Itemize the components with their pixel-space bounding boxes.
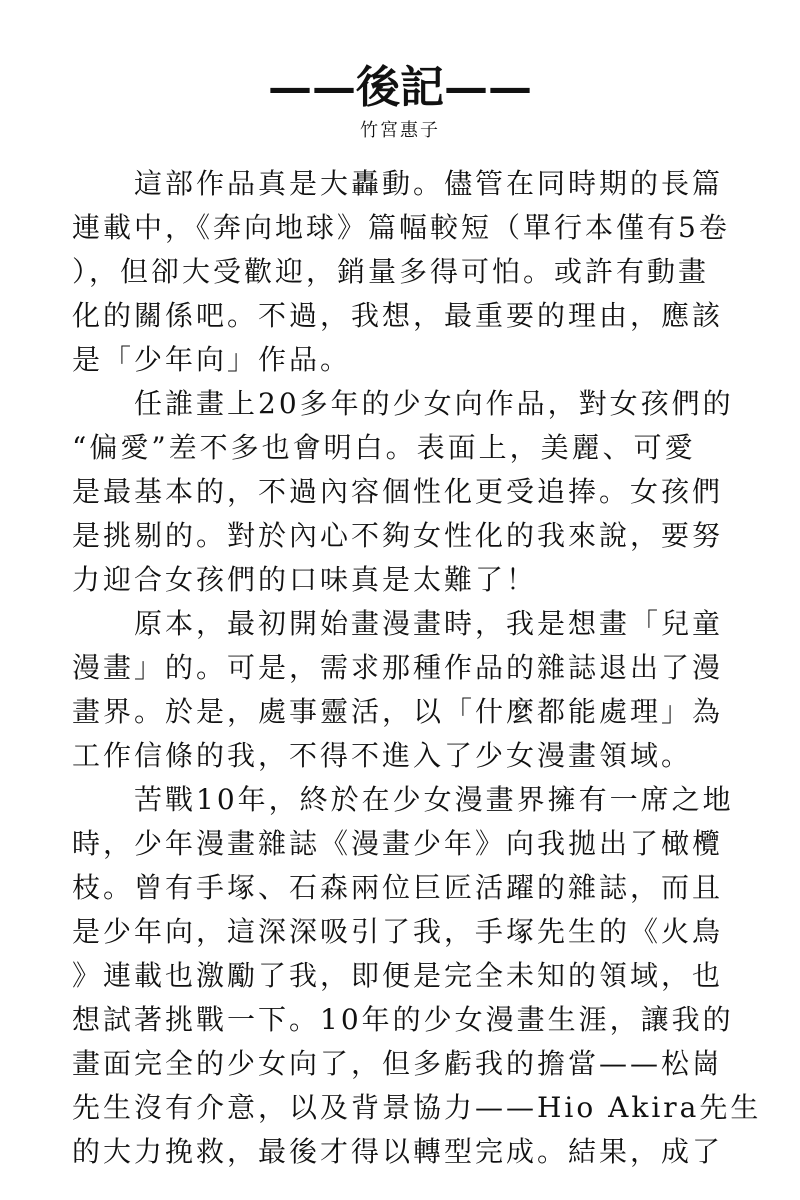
text-line: 化的關係吧。不過，我想，最重要的理由，應該	[72, 299, 724, 332]
text-line: 想試著挑戰一下。10年的少女漫畫生涯，讓我的	[72, 1003, 734, 1036]
text-line: 》連載也激勵了我，即便是完全未知的領域，也	[72, 959, 724, 992]
text-line: 枝。曾有手塚、石森兩位巨匠活躍的雜誌，而且	[72, 871, 724, 904]
text-line: 畫面完全的少女向了，但多虧我的擔當——松崗	[72, 1047, 724, 1080]
text-line: 是少年向，這深深吸引了我，手塚先生的《火鳥	[72, 915, 724, 948]
afterword-body	[72, 162, 762, 1174]
text-line: 時，少年漫畫雜誌《漫畫少年》向我拋出了橄欖	[72, 827, 724, 860]
text-line: 工作信條的我，不得不進入了少女漫畫領域。	[72, 739, 693, 772]
text-line: 先生沒有介意，以及背景協力——Hio Akira先生	[72, 1091, 762, 1124]
text-line: 是最基本的，不過內容個性化更受追捧。女孩們	[72, 475, 724, 508]
text-line: 畫界。於是，處事靈活，以「什麼都能處理」為	[72, 695, 724, 728]
text-line: 漫畫」的。可是，需求那種作品的雜誌退出了漫	[72, 651, 724, 684]
page-title: ——後記——	[268, 62, 532, 113]
author-name: 竹宮惠子	[360, 120, 440, 141]
text-line: 是挑剔的。對於內心不夠女性化的我來說，要努	[72, 519, 724, 552]
text-line: 力迎合女孩們的口味真是太難了！	[72, 563, 538, 596]
text-line: “偏愛”差不多也會明白。表面上，美麗、可愛	[72, 431, 696, 464]
text-line: 這部作品真是大轟動。儘管在同時期的長篇	[134, 167, 724, 200]
text-line: 連載中，《奔向地球》篇幅較短（單行本僅有5卷	[72, 211, 730, 244]
text-line: 苦戰10年，終於在少女漫畫界擁有一席之地	[134, 783, 734, 816]
text-line: 任誰畫上20多年的少女向作品，對女孩們的	[134, 387, 734, 420]
text-line: ），但卻大受歡迎，銷量多得可怕。或許有動畫	[72, 255, 710, 288]
text-line: 原本，最初開始畫漫畫時，我是想畫「兒童	[134, 607, 724, 640]
text-line: 是「少年向」作品。	[72, 343, 352, 376]
text-line: 的大力挽救，最後才得以轉型完成。結果，成了	[72, 1135, 724, 1168]
